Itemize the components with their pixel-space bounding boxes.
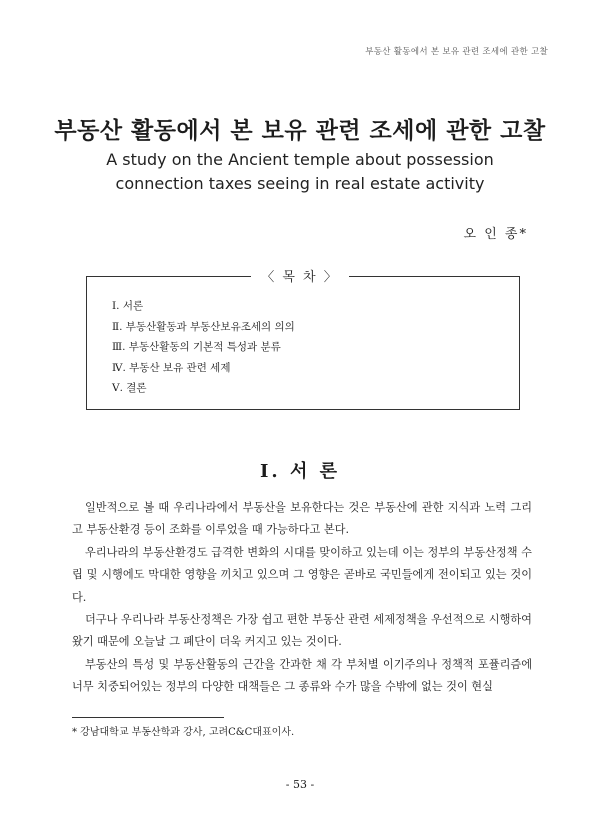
body-text <box>72 497 532 699</box>
paper-title-english-line-2: connection taxes seeing in real estate activity <box>115 174 485 193</box>
table-of-contents-list <box>112 296 295 399</box>
page-number: - 53 - <box>285 778 315 791</box>
toc-item-conclusion: Ⅴ. 결론 <box>112 382 147 394</box>
body-paragraph: 우리나라의 부동산환경도 급격한 변화의 시대를 맞이하고 있는데 이는 정부의 부동산정책 수립 및 시행에도 막대한 영향을 끼치고 있으며 그 영향은 곧바로 국민들에게 전이되고 있는 것이다. <box>72 545 532 604</box>
body-paragraph: 더구나 우리나라 부동산정책은 가장 쉽고 편한 부동산 관련 세제정책을 우선적으로 시행하여 왔기 때문에 오늘날 그 폐단이 더욱 커지고 있는 것이다. <box>72 613 532 649</box>
section-heading-introduction: Ⅰ. 서 론 <box>260 461 340 482</box>
running-head: 부동산 활동에서 본 보유 관련 조세에 관한 고찰 <box>365 47 548 57</box>
body-paragraph: 일반적으로 볼 때 우리나라에서 부동산을 보유한다는 것은 부동산에 관한 지식과 노력 그리고 부동산환경 등이 조화를 이루었을 때 가능하다고 본다. <box>72 501 532 537</box>
author-name: 오 인 종* <box>463 227 528 242</box>
toc-item-characteristics: Ⅲ. 부동산활동의 기본적 특성과 분류 <box>112 341 281 353</box>
paper-title-korean: 부동산 활동에서 본 보유 관련 조세에 관한 고찰 <box>54 117 546 144</box>
toc-item-significance: Ⅱ. 부동산활동과 부동산보유조세의 의의 <box>112 320 295 333</box>
footnote: * 강남대학교 부동산학과 강사, 고려C&C대표이사. <box>72 727 295 738</box>
paper-title-english <box>0 148 600 196</box>
toc-item-introduction: Ⅰ. 서론 <box>112 300 144 312</box>
paper-title-english-line-1: A study on the Ancient temple about possession <box>106 150 494 169</box>
body-paragraph: 부동산의 특성 및 부동산활동의 근간을 간과한 채 각 부처별 이기주의나 정책적 포퓰리즘에 너무 치중되어있는 정부의 다양한 대책들은 그 종류와 수가 많을 수밖에 없는 것이 현실 <box>72 657 532 694</box>
table-of-contents-heading <box>0 266 600 288</box>
toc-item-tax-system: Ⅳ. 부동산 보유 관련 세제 <box>112 361 231 374</box>
footnote-divider <box>72 717 224 718</box>
table-of-contents-heading-text: 〈 목 차 〉 <box>251 268 349 288</box>
